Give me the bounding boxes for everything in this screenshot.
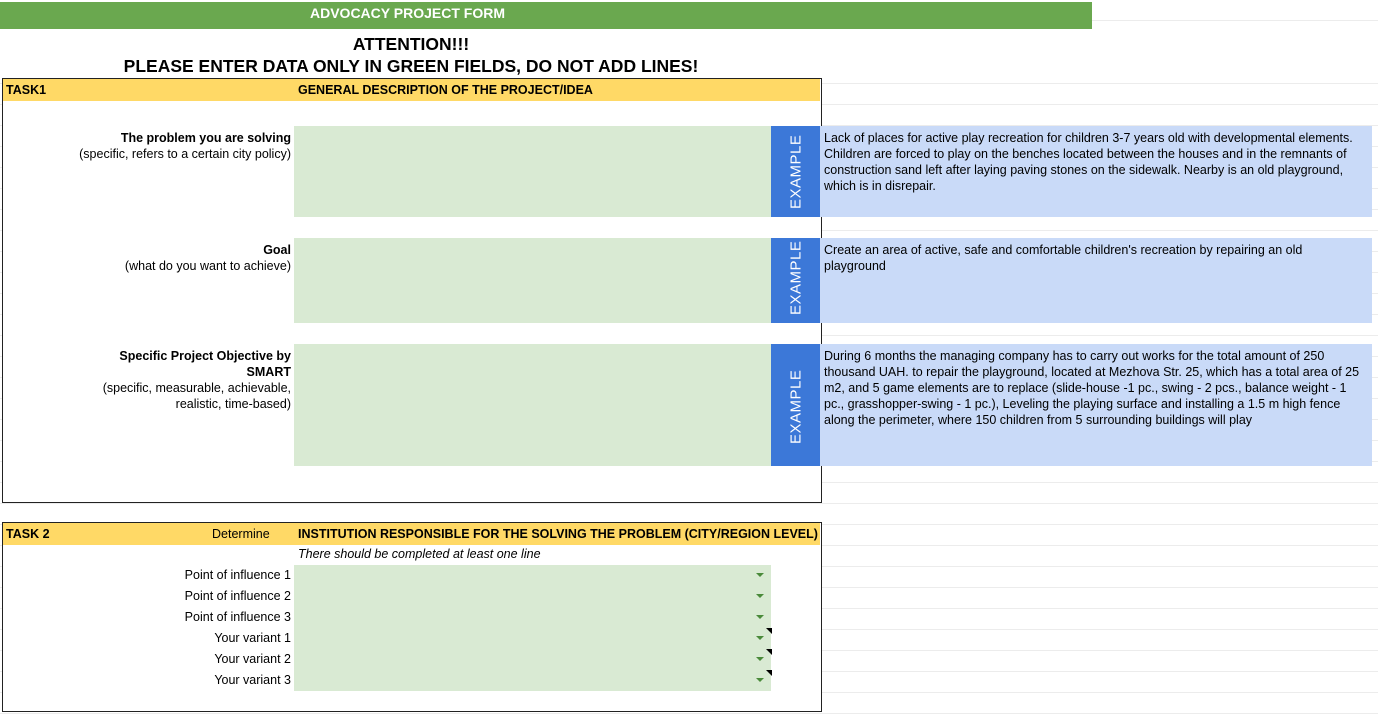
- your-variant-3-select[interactable]: [294, 670, 771, 691]
- problem-title: The problem you are solving: [120, 131, 291, 145]
- dropdown-arrow-icon[interactable]: [756, 657, 764, 661]
- dropdown-arrow-icon[interactable]: [756, 573, 764, 577]
- field-label: Your variant 2: [214, 652, 291, 666]
- comment-marker-icon: [766, 628, 772, 634]
- example-tab-label: EXAMPLE: [787, 134, 804, 209]
- objective-label: [3, 348, 291, 412]
- goal-title: Goal: [263, 243, 291, 257]
- field-label: Point of influence 3: [184, 610, 291, 624]
- task2-header: [3, 523, 820, 545]
- point-of-influence-1-select[interactable]: [294, 565, 771, 586]
- attention-heading: ATTENTION!!!: [352, 34, 470, 54]
- goal-example-tab: [771, 238, 820, 323]
- point-of-influence-3-select[interactable]: [294, 607, 771, 628]
- task1-heading: GENERAL DESCRIPTION OF THE PROJECT/IDEA: [298, 83, 593, 97]
- form-title-banner: [0, 2, 1092, 29]
- problem-example-tab: [771, 126, 820, 217]
- objective-input[interactable]: [294, 344, 771, 466]
- your-variant-1-select[interactable]: [294, 628, 771, 649]
- comment-marker-icon: [766, 670, 772, 676]
- goal-input[interactable]: [294, 238, 771, 323]
- comment-marker-icon: [766, 649, 772, 655]
- dropdown-arrow-icon[interactable]: [756, 594, 764, 598]
- problem-label: [3, 130, 291, 162]
- field-label: Point of influence 2: [184, 589, 291, 603]
- goal-example-text: Create an area of active, safe and comfortable children's recreation by repairing an old playground: [820, 238, 1372, 323]
- task2-label: TASK 2: [6, 527, 50, 541]
- form-title: ADVOCACY PROJECT FORM: [310, 5, 505, 21]
- goal-label: [3, 242, 291, 274]
- goal-subtitle: (what do you want to achieve): [124, 259, 291, 273]
- your-variant-2-select[interactable]: [294, 649, 771, 670]
- field-label: Point of influence 1: [184, 568, 291, 582]
- point-of-influence-2-select[interactable]: [294, 586, 771, 607]
- field-label: Your variant 3: [214, 673, 291, 687]
- problem-example-text: Lack of places for active play recreation for children 3-7 years old with developmental elements. Children are forced to play on the benches located between the houses and in the remnants of construction sand left after laying paving stones on the sidewalk. Nearby is an old playground, which is in disrepair.: [820, 126, 1372, 217]
- task2-heading: INSTITUTION RESPONSIBLE FOR THE SOLVING THE PROBLEM (CITY/REGION LEVEL): [298, 527, 818, 541]
- objective-subtitle: (specific, measurable, achievable, realistic, time-based): [102, 381, 291, 411]
- objective-example-tab: [771, 344, 820, 466]
- objective-example-text: During 6 months the managing company has to carry out works for the total amount of 250 thousand UAH. to repair the playground, located at Mezhova Str. 25, which has a total area of 25 m2, and 5 game elements are to replace (slide-house -1 pc., swing - 2 pcs., balance weight - 1 pc., grasshopper-swing - 1 pc.), Leveling the playing surface and installing a 1.5 m high fence along the perimeter, where 150 children from 5 surrounding buildings will play: [820, 344, 1372, 466]
- task2-determine: Determine: [212, 527, 270, 541]
- problem-subtitle: (specific, refers to a certain city policy): [79, 147, 291, 161]
- dropdown-arrow-icon[interactable]: [756, 636, 764, 640]
- field-label: Your variant 1: [214, 631, 291, 645]
- dropdown-arrow-icon[interactable]: [756, 678, 764, 682]
- example-tab-label: EXAMPLE: [787, 240, 804, 315]
- objective-title: Specific Project Objective by SMART: [119, 349, 291, 379]
- dropdown-arrow-icon[interactable]: [756, 615, 764, 619]
- task1-header: [3, 79, 820, 101]
- attention-instructions: PLEASE ENTER DATA ONLY IN GREEN FIELDS, DO NOT ADD LINES!: [123, 56, 699, 76]
- problem-input[interactable]: [294, 126, 771, 217]
- task1-label: TASK1: [6, 83, 47, 97]
- task2-note: There should be completed at least one line: [298, 547, 541, 561]
- example-tab-label: EXAMPLE: [787, 369, 804, 444]
